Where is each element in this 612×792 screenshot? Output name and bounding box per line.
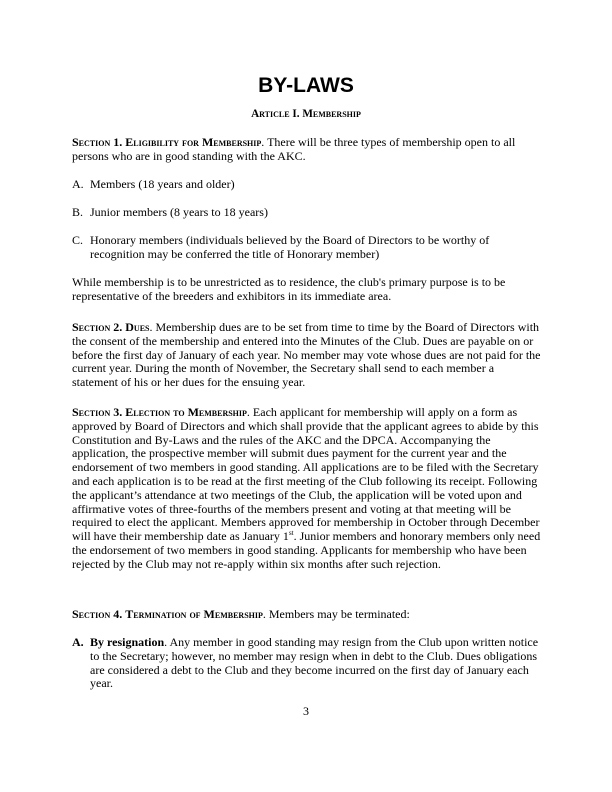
section-3-paragraph: [72, 406, 542, 572]
list-item-text: Honorary members (individuals believed by the Board of Directors to be worthy of recognition may be conferred the title of Honorary member): [90, 233, 490, 261]
section-1-label: Section 1.: [72, 135, 123, 149]
list-marker: A.: [72, 177, 84, 191]
section-4-heading: Termination of Membership: [125, 607, 263, 621]
section-2-paragraph: [72, 321, 542, 390]
section-2-heading: Dues: [125, 320, 150, 334]
list-item-b-junior-members: [72, 206, 542, 220]
list-item-a-members: [72, 178, 542, 192]
list-marker: C.: [72, 233, 84, 247]
page-number: 3: [303, 704, 309, 718]
list-marker: B.: [72, 205, 84, 219]
section-4-label: Section 4.: [72, 607, 123, 621]
list-item-a-by-resignation: [72, 636, 542, 691]
list-marker: A.: [72, 635, 84, 649]
list-item-text: Junior members (8 years to 18 years): [90, 205, 268, 219]
section-1-heading: Eligibility for Membership: [125, 135, 262, 149]
ordinal-suffix: st: [288, 529, 294, 538]
section-1-paragraph: [72, 136, 542, 164]
article-label: Article I.: [251, 108, 300, 120]
list-item-lead: By resignation: [90, 635, 165, 649]
list-item-c-honorary-members: [72, 234, 524, 262]
section-3-text: . Each applicant for membership will apply on a form as approved by Board of Directors and which shall provide that the applicant agrees to abide by this Constitution and By-Laws and the rules of the AKC and the DPCA. Accompanying the application, the prospective member will submit dues payment for the current year and the endorsement of two members in good standing. All applications are to be filed with the Secretary and each application is to be read at the first meeting of the Club following its receipt. Following the applicant’s attendance at two meetings of the Club, the application will be voted upon and affirmative votes of three-fourths of the members present and voting at that meeting will be required to elect the applicant. Members approved for membership in October through December will have their membership date as January 1: [72, 405, 540, 544]
list-item-text: . Any member in good standing may resign from the Club upon written notice to the Secretary; however, no member may resign when in debt to the Club. Dues obligations are considered a debt to the Club and they become incurred on the first day of January each year.: [90, 635, 539, 691]
section-4-paragraph: [72, 608, 542, 622]
article-name: Membership: [302, 108, 361, 120]
section-3-label: Section 3.: [72, 405, 123, 419]
section-2-label: Section 2.: [72, 320, 123, 334]
section-2-text: . Membership dues are to be set from time to time by the Board of Directors with the consent of the membership and entered into the Minutes of the Club. Dues are payable on or before the first day of January of each year. No member may vote whose dues are not paid for the current year. During the month of November, the Secretary shall send to each member a statement of his or her dues for the ensuing year.: [72, 320, 541, 390]
section-4-text: . Members may be terminated:: [262, 607, 410, 621]
page-title: BY-LAWS: [258, 74, 354, 97]
list-item-text: Members (18 years and older): [90, 177, 235, 191]
section-3-heading: Election to Membership: [125, 405, 247, 419]
article-heading: [0, 108, 612, 120]
section-1-text: . There will be three types of membership open to all persons who are in good standing with the AKC.: [72, 135, 516, 163]
section-3-text-continued: . Junior members and honorary members only need the endorsement of two members in good standing. Applicants for membership who have been rejected by the Club may not re-apply within six months after such rejection.: [72, 529, 541, 571]
residence-note-paragraph: While membership is to be unrestricted as to residence, the club's primary purpose is to be representative of the breeders and exhibitors in its immediate area.: [72, 275, 506, 303]
